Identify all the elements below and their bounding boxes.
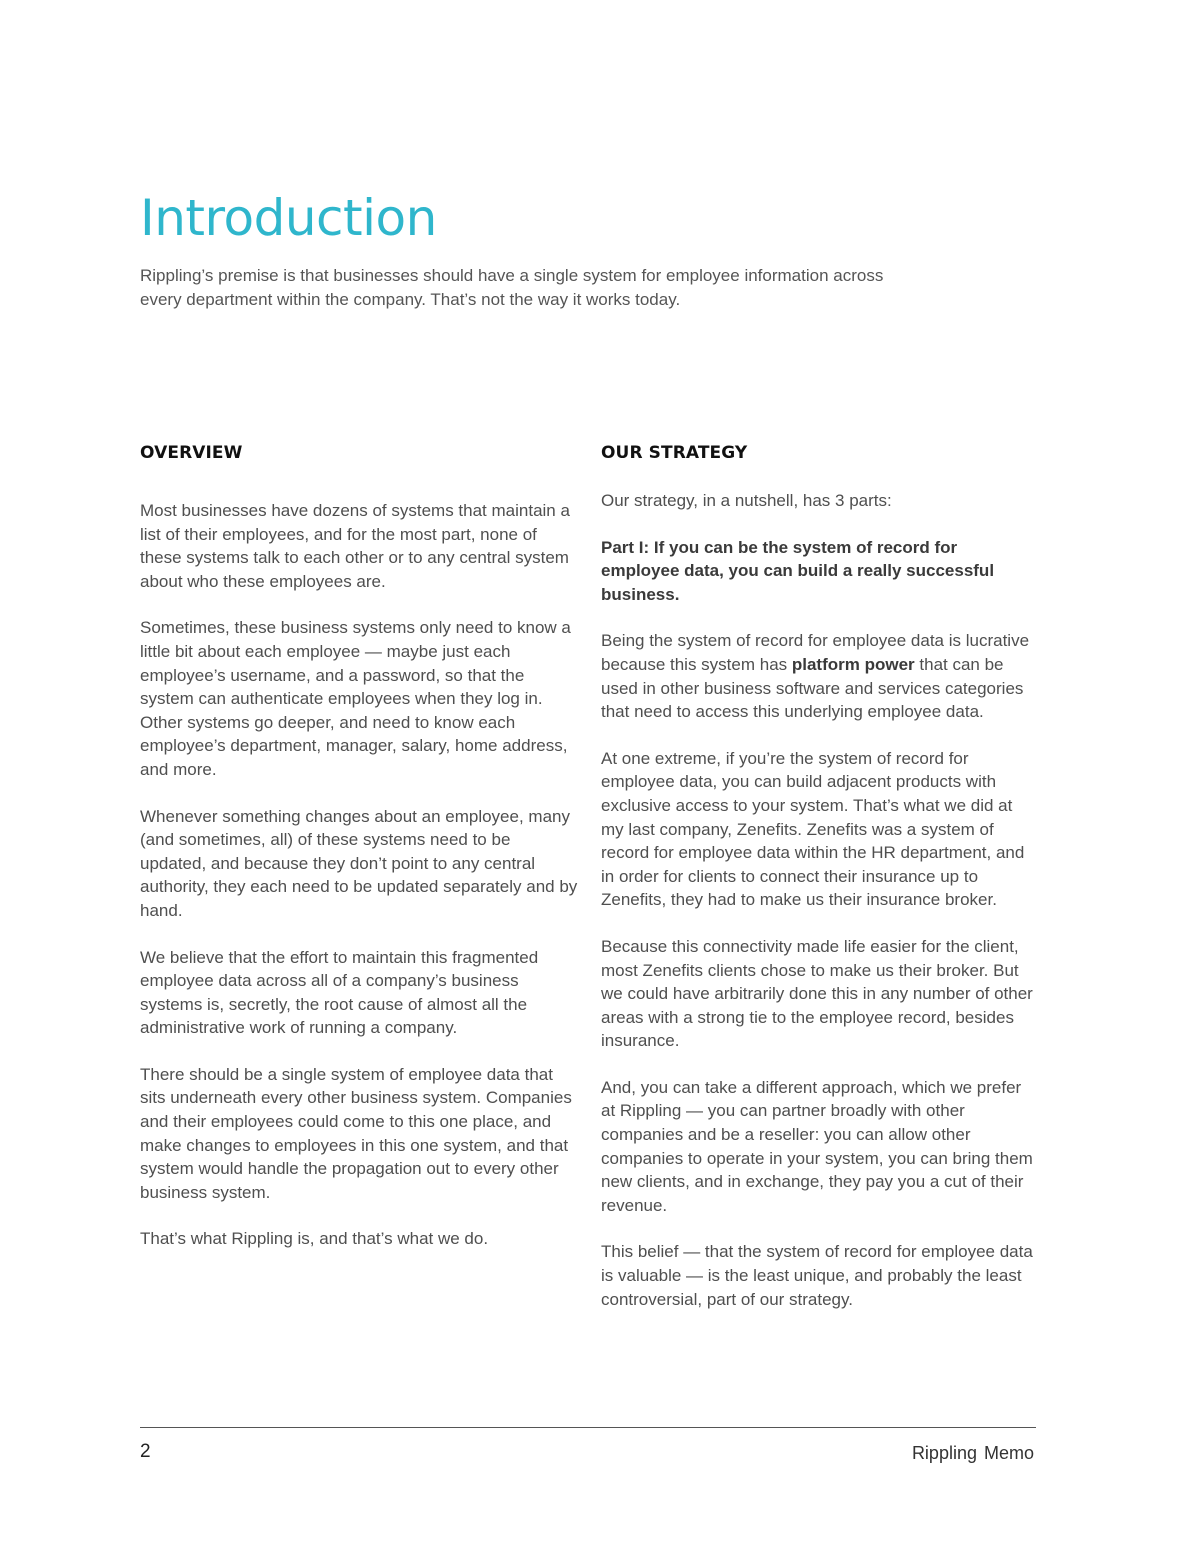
overview-paragraph: We believe that the effort to maintain this fragmented employee data across all of a company’s business systems is, secretly, the root cause of almost all the administrative work of running a company. [140,947,539,1038]
strategy-body [601,489,1037,1311]
page-title: Introduction [140,189,437,247]
overview-body [140,499,578,1251]
strategy-part-heading: Part I: If you can be the system of record for employee data, you can build a really successful business. [601,537,995,604]
strategy-emphasis: platform power [791,654,915,674]
strategy-paragraph: Because this connectivity made life easier for the client, most Zenefits clients chose to make us their broker. But we could have arbitrarily done this in any number of other areas with a strong tie to the employee record, besides insurance. [601,936,1033,1051]
strategy-section [601,440,1037,1334]
overview-heading: OVERVIEW [140,443,243,463]
intro-paragraph: Rippling’s premise is that businesses should have a single system for employee information across every department within the company. That’s not the way it works today. [140,266,884,309]
overview-paragraph: There should be a single system of employee data that sits underneath every other business system. Companies and their employees could come to this one place, and make changes to employees in this one system, and that system would handle the propagation out to every other business system. [140,1064,572,1202]
strategy-paragraph: At one extreme, if you’re the system of record for employee data, you can build adjacent products with exclusive access to your system. That’s what we did at my last company, Zenefits. Zenefits was a system of record for employee data within the HR department, and in order for clients to connect their insurance up to Zenefits, they had to make us their insurance broker. [601,748,1025,910]
strategy-paragraph: This belief — that the system of record for employee data is valuable — is the least unique, and probably the least controversial, part of our strategy. [601,1242,1033,1309]
footer-divider [140,1427,1036,1428]
overview-paragraph: That’s what Rippling is, and that’s what we do. [140,1229,489,1249]
strategy-paragraph [601,629,1037,723]
strategy-paragraph: And, you can take a different approach, which we prefer at Rippling — you can partner broadly with other companies and be a reseller: you can allow other companies to operate in your system, you can bring them new clients, and in exchange, they pay you a cut of their revenue. [601,1077,1033,1215]
overview-paragraph: Most businesses have dozens of systems that maintain a list of their employees, and for the most part, none of these systems talk to each other or to any central system about who these employees are. [140,501,570,591]
footer-brand: Rippling Memo [911,1443,1034,1463]
strategy-text: Being the system of record for employee data is lucrative because this system has [601,631,1030,674]
strategy-intro: Our strategy, in a nutshell, has 3 parts: [601,491,892,510]
overview-section [140,440,578,1274]
strategy-heading: OUR STRATEGY [601,443,748,463]
strategy-text: that can be used in other business software and services categories that need to access this underlying employee data. [601,654,1024,722]
overview-paragraph: Sometimes, these business systems only need to know a little bit about each employee — maybe just each employee’s username, and a password, so that the system can authenticate employees when they log in. Other systems go deeper, and need to know each employee’s department, manager, salary, home address, and more. [140,618,571,779]
overview-paragraph: Whenever something changes about an employee, many (and sometimes, all) of these systems need to be updated, and because they don’t point to any central authority, they each need to be updated separately and by hand. [140,806,578,920]
page-number: 2 [140,1441,151,1462]
